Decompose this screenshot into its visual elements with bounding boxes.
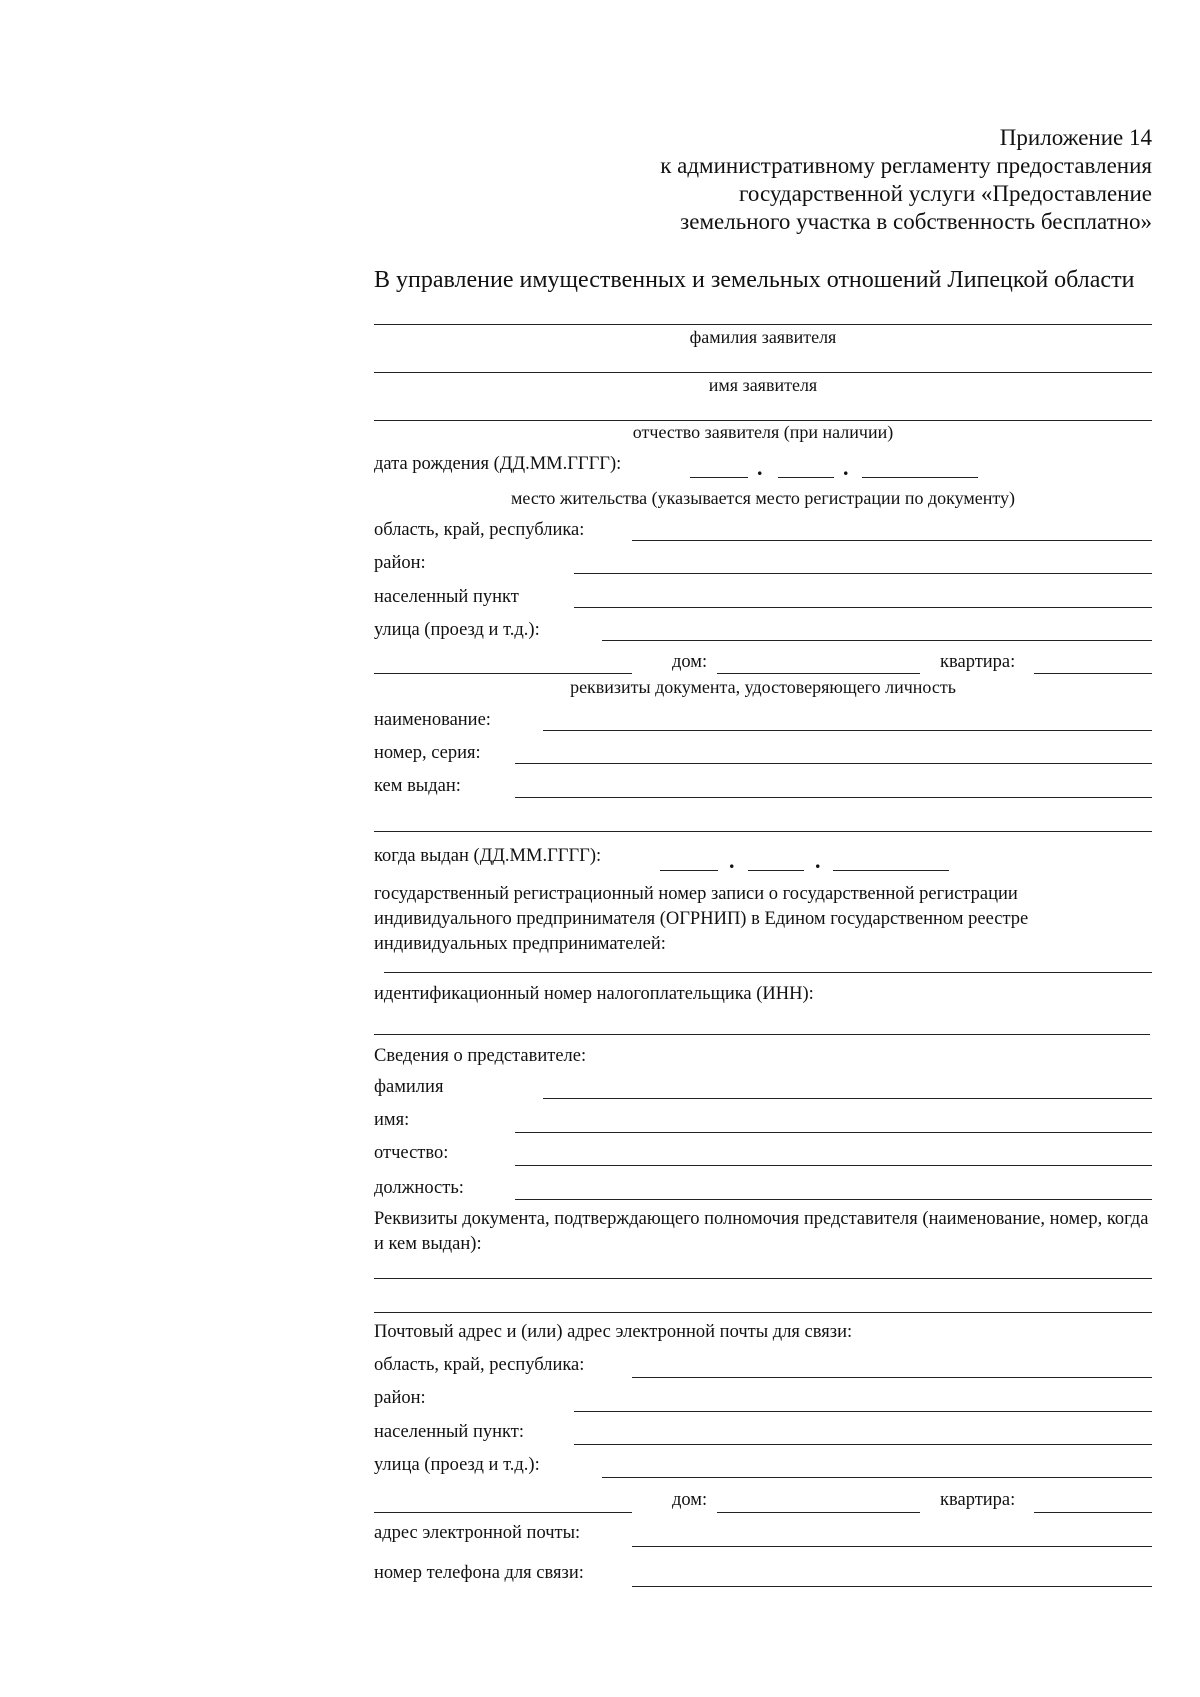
addressee: В управление имущественных и земельных отношений Липецкой области xyxy=(374,267,1135,293)
id-document-name-field[interactable] xyxy=(543,730,1152,731)
residence-locality-field[interactable] xyxy=(574,607,1152,608)
contact-street-extra-field[interactable] xyxy=(374,1512,632,1513)
authority-document-field-2[interactable] xyxy=(374,1312,1152,1313)
residence-caption: место жительства (указывается место регистрации по документу) xyxy=(510,488,1016,508)
id-document-number-label: номер, серия: xyxy=(374,743,481,763)
contact-house-label: дом: xyxy=(672,1490,708,1510)
representative-position-label: должность: xyxy=(374,1178,464,1198)
residence-street-label: улица (проезд и т.д.): xyxy=(374,620,540,640)
residence-district-field[interactable] xyxy=(574,573,1152,574)
contact-district-label: район: xyxy=(374,1388,426,1408)
representative-surname-label: фамилия xyxy=(374,1077,444,1097)
id-document-issuer-label: кем выдан: xyxy=(374,776,461,796)
appendix-subtitle-3: земельного участка в собственность бесплатно» xyxy=(680,209,1152,234)
ogrnip-label: государственный регистрационный номер записи о государственной регистрации индивидуального предпринимателя (ОГРНИП) в Едином государственном реестре индивидуальных предпринимателей: xyxy=(374,884,1029,954)
birth-year-field[interactable] xyxy=(862,477,978,478)
birth-day-field[interactable] xyxy=(690,477,748,478)
date-separator: . xyxy=(843,455,849,480)
inn-label: идентификационный номер налогоплательщика (ИНН): xyxy=(374,984,814,1004)
residence-house-field[interactable] xyxy=(717,673,920,674)
contact-house-field[interactable] xyxy=(717,1512,920,1513)
residence-region-label: область, край, республика: xyxy=(374,520,585,540)
date-separator: . xyxy=(757,455,763,480)
representative-patronymic-field[interactable] xyxy=(515,1165,1152,1166)
contact-street-field[interactable] xyxy=(602,1477,1152,1478)
contact-heading: Почтовый адрес и (или) адрес электронной почты для связи: xyxy=(374,1322,853,1342)
name-field[interactable] xyxy=(374,372,1152,373)
residence-district-label: район: xyxy=(374,553,426,573)
residence-apartment-label: квартира: xyxy=(940,652,1016,672)
contact-locality-field[interactable] xyxy=(574,1444,1152,1445)
contact-locality-label: населенный пункт: xyxy=(374,1422,524,1442)
surname-field[interactable] xyxy=(374,324,1152,325)
contact-district-field[interactable] xyxy=(574,1411,1152,1412)
birth-date-label: дата рождения (ДД.ММ.ГГГГ): xyxy=(374,454,622,474)
contact-street-label: улица (проезд и т.д.): xyxy=(374,1455,540,1475)
birth-month-field[interactable] xyxy=(778,477,834,478)
id-document-number-field[interactable] xyxy=(515,763,1152,764)
authority-document-field-1[interactable] xyxy=(374,1278,1152,1279)
contact-email-field[interactable] xyxy=(632,1546,1152,1547)
id-document-issue-date-label: когда выдан (ДД.ММ.ГГГГ): xyxy=(374,846,602,866)
contact-apartment-label: квартира: xyxy=(940,1490,1016,1510)
contact-email-label: адрес электронной почты: xyxy=(374,1523,581,1543)
contact-phone-label: номер телефона для связи: xyxy=(374,1563,584,1583)
residence-apartment-field[interactable] xyxy=(1034,673,1152,674)
date-separator: . xyxy=(729,848,735,873)
patronymic-caption: отчество заявителя (при наличии) xyxy=(632,422,894,442)
representative-surname-field[interactable] xyxy=(543,1098,1152,1099)
representative-patronymic-label: отчество: xyxy=(374,1143,449,1163)
patronymic-field[interactable] xyxy=(374,420,1152,421)
representative-name-label: имя: xyxy=(374,1110,410,1130)
inn-field[interactable] xyxy=(374,1034,1150,1035)
authority-document-label: Реквизиты документа, подтверждающего полномочия представителя (наименование, номер, когда и кем выдан): xyxy=(374,1209,1149,1254)
representative-heading: Сведения о представителе: xyxy=(374,1046,587,1066)
residence-locality-label: населенный пункт xyxy=(374,587,519,607)
residence-street-field[interactable] xyxy=(602,640,1152,641)
residence-street-extra-field[interactable] xyxy=(374,673,632,674)
issue-year-field[interactable] xyxy=(833,870,949,871)
surname-caption: фамилия заявителя xyxy=(689,327,837,347)
issue-day-field[interactable] xyxy=(660,870,718,871)
contact-region-label: область, край, республика: xyxy=(374,1355,585,1375)
id-document-name-label: наименование: xyxy=(374,710,491,730)
id-document-caption: реквизиты документа, удостоверяющего личность xyxy=(570,677,956,697)
contact-region-field[interactable] xyxy=(632,1377,1152,1378)
issue-month-field[interactable] xyxy=(748,870,804,871)
appendix-title: Приложение 14 xyxy=(999,125,1152,150)
name-caption: имя заявителя xyxy=(708,375,818,395)
contact-phone-field[interactable] xyxy=(632,1586,1152,1587)
residence-house-label: дом: xyxy=(672,652,708,672)
residence-region-field[interactable] xyxy=(632,540,1152,541)
ogrnip-field[interactable] xyxy=(384,972,1152,973)
id-document-issuer-extra-field[interactable] xyxy=(374,831,1152,832)
date-separator: . xyxy=(815,848,821,873)
appendix-subtitle-1: к административному регламенту предоставления xyxy=(660,153,1152,178)
contact-apartment-field[interactable] xyxy=(1034,1512,1152,1513)
representative-name-field[interactable] xyxy=(515,1132,1152,1133)
representative-position-field[interactable] xyxy=(515,1199,1152,1200)
appendix-subtitle-2: государственной услуги «Предоставление xyxy=(739,181,1152,206)
id-document-issuer-field[interactable] xyxy=(515,797,1152,798)
